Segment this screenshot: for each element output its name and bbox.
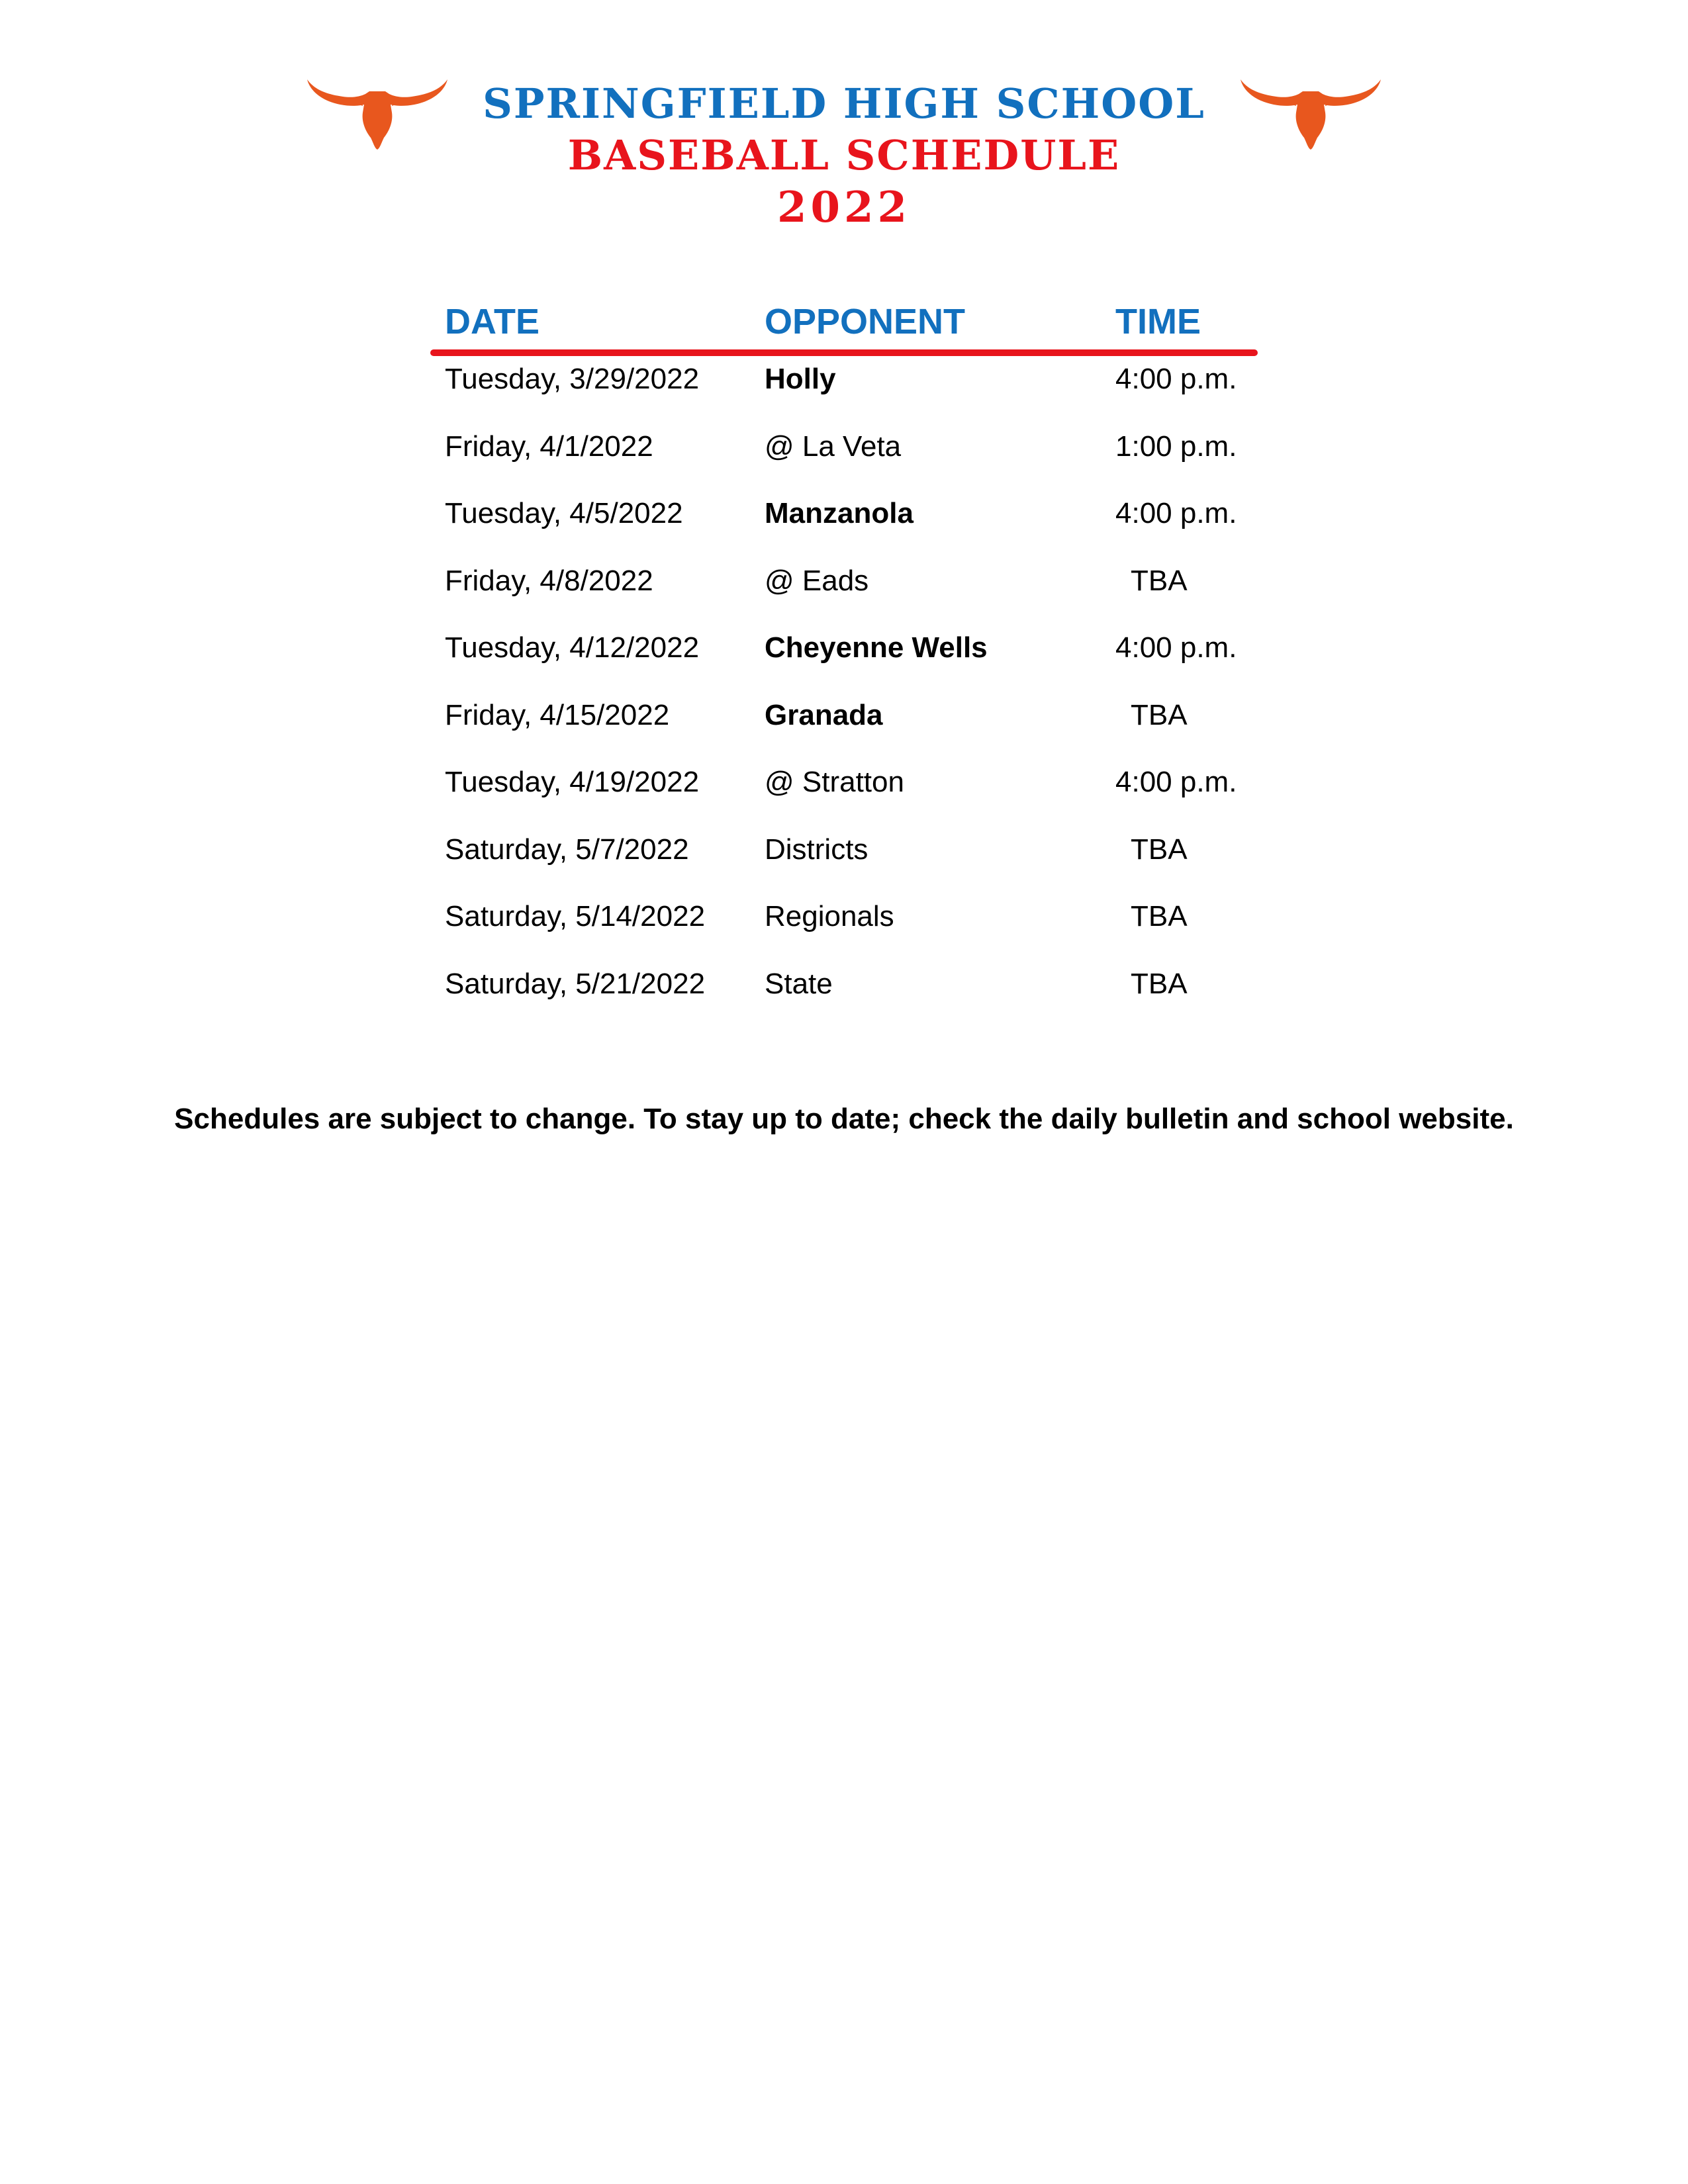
game-time: 4:00 p.m. [1115,497,1237,529]
game-opponent: Manzanola [765,497,914,529]
table-row [0,363,1688,409]
table-row [0,833,1688,880]
game-opponent: @ Eads [765,564,869,597]
game-date: Friday, 4/15/2022 [445,698,670,731]
table-row [0,968,1688,1014]
column-header-date: DATE [445,302,539,341]
game-date: Friday, 4/1/2022 [445,430,653,463]
game-date: Saturday, 5/21/2022 [445,967,706,1000]
game-time: TBA [1131,967,1188,1000]
game-time: 4:00 p.m. [1115,766,1237,798]
game-date: Saturday, 5/7/2022 [445,833,689,866]
game-date: Friday, 4/8/2022 [445,564,653,597]
table-row [0,766,1688,812]
game-date: Tuesday, 3/29/2022 [445,363,700,395]
game-opponent: Districts [765,833,868,866]
table-row [0,631,1688,678]
game-date: Tuesday, 4/12/2022 [445,631,700,664]
game-time: TBA [1131,698,1188,731]
table-row [0,699,1688,745]
table-row [0,497,1688,543]
game-opponent: Granada [765,698,883,731]
table-row [0,900,1688,946]
table-row [0,565,1688,611]
column-header-time: TIME [1115,302,1201,341]
table-row [0,430,1688,477]
column-header-opponent: OPPONENT [765,302,966,341]
game-opponent: @ Stratton [765,766,904,798]
table-header [0,301,1688,347]
schedule-disclaimer: Schedules are subject to change. To stay up to date; check the daily bulletin and school website. [174,1103,1514,1135]
schedule-year: 2022 [776,183,912,232]
game-opponent: Regionals [765,900,894,933]
game-date: Tuesday, 4/19/2022 [445,766,700,798]
school-title: SPRINGFIELD HIGH SCHOOL [483,79,1205,128]
game-opponent: Holly [765,363,836,395]
game-opponent: Cheyenne Wells [765,631,988,664]
game-time: 1:00 p.m. [1115,430,1237,463]
game-time: 4:00 p.m. [1115,631,1237,664]
game-time: TBA [1131,900,1188,933]
schedule-title: BASEBALL SCHEDULE [567,131,1121,179]
game-time: 4:00 p.m. [1115,363,1237,395]
header-divider [430,349,1258,356]
game-time: TBA [1131,564,1188,597]
game-date: Saturday, 5/14/2022 [445,900,706,933]
game-date: Tuesday, 4/5/2022 [445,497,683,529]
game-opponent: @ La Veta [765,430,902,463]
game-opponent: State [765,967,833,1000]
game-time: TBA [1131,833,1188,866]
